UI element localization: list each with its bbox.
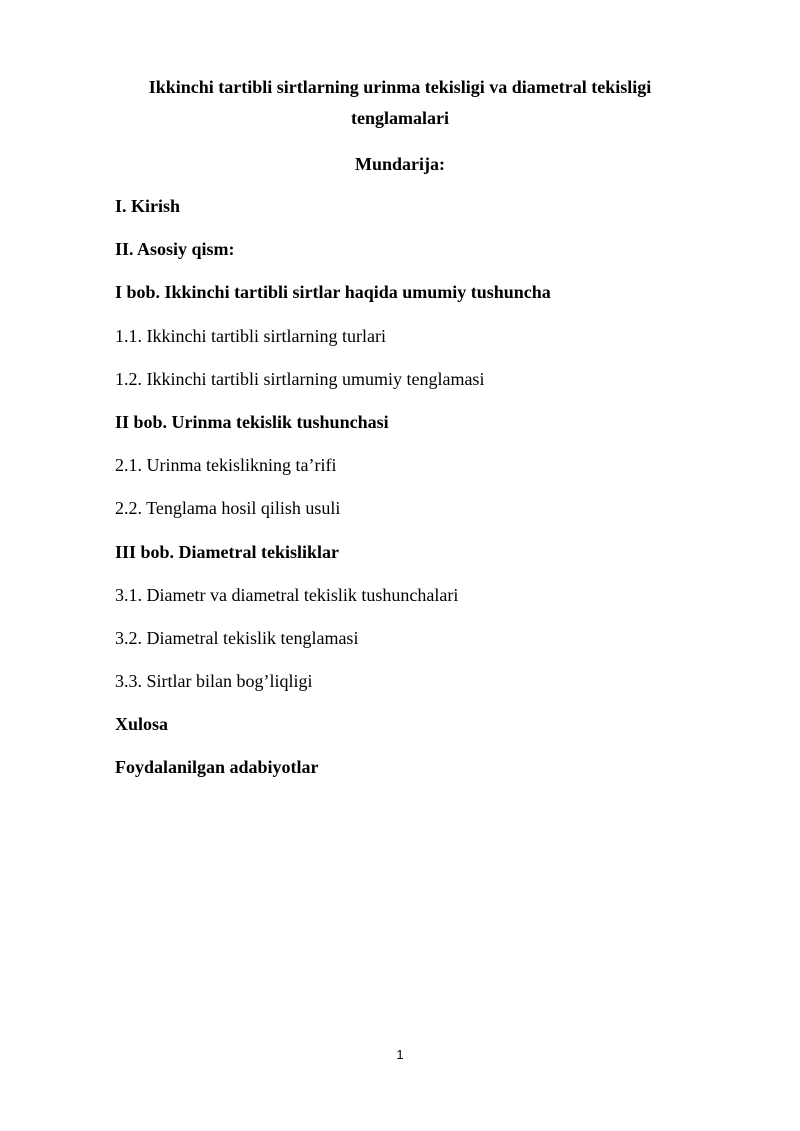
- toc-item: II bob. Urinma tekislik tushunchasi: [115, 411, 389, 432]
- toc-item: Foydalanilgan adabiyotlar: [115, 757, 319, 778]
- toc-item: 3.1. Diametr va diametral tekislik tushunchalari: [115, 584, 459, 605]
- toc-item: 3.3. Sirtlar bilan bog’liqligi: [115, 671, 313, 692]
- toc-item: 2.1. Urinma tekislikning ta’rifi: [115, 455, 337, 476]
- toc-item: Xulosa: [115, 714, 169, 735]
- toc-item: 1.1. Ikkinchi tartibli sirtlarning turlari: [115, 325, 386, 346]
- toc-item: 3.2. Diametral tekislik tenglamasi: [115, 627, 359, 648]
- toc-item: II. Asosiy qism:: [115, 239, 235, 260]
- toc-heading: Mundarija:: [355, 154, 445, 174]
- document-title: Ikkinchi tartibli sirtlarning urinma tekisligi va diametral tekisligi tenglamalari: [148, 77, 652, 128]
- toc-item: I bob. Ikkinchi tartibli sirtlar haqida umumiy tushuncha: [115, 282, 551, 303]
- table-of-contents: [115, 194, 715, 799]
- toc-item: I. Kirish: [115, 196, 181, 216]
- toc-item: 2.2. Tenglama hosil qilish usuli: [115, 498, 341, 519]
- toc-item: III bob. Diametral tekisliklar: [115, 541, 340, 562]
- page-number: 1: [396, 1047, 404, 1062]
- toc-item: 1.2. Ikkinchi tartibli sirtlarning umumiy tenglamasi: [115, 368, 485, 389]
